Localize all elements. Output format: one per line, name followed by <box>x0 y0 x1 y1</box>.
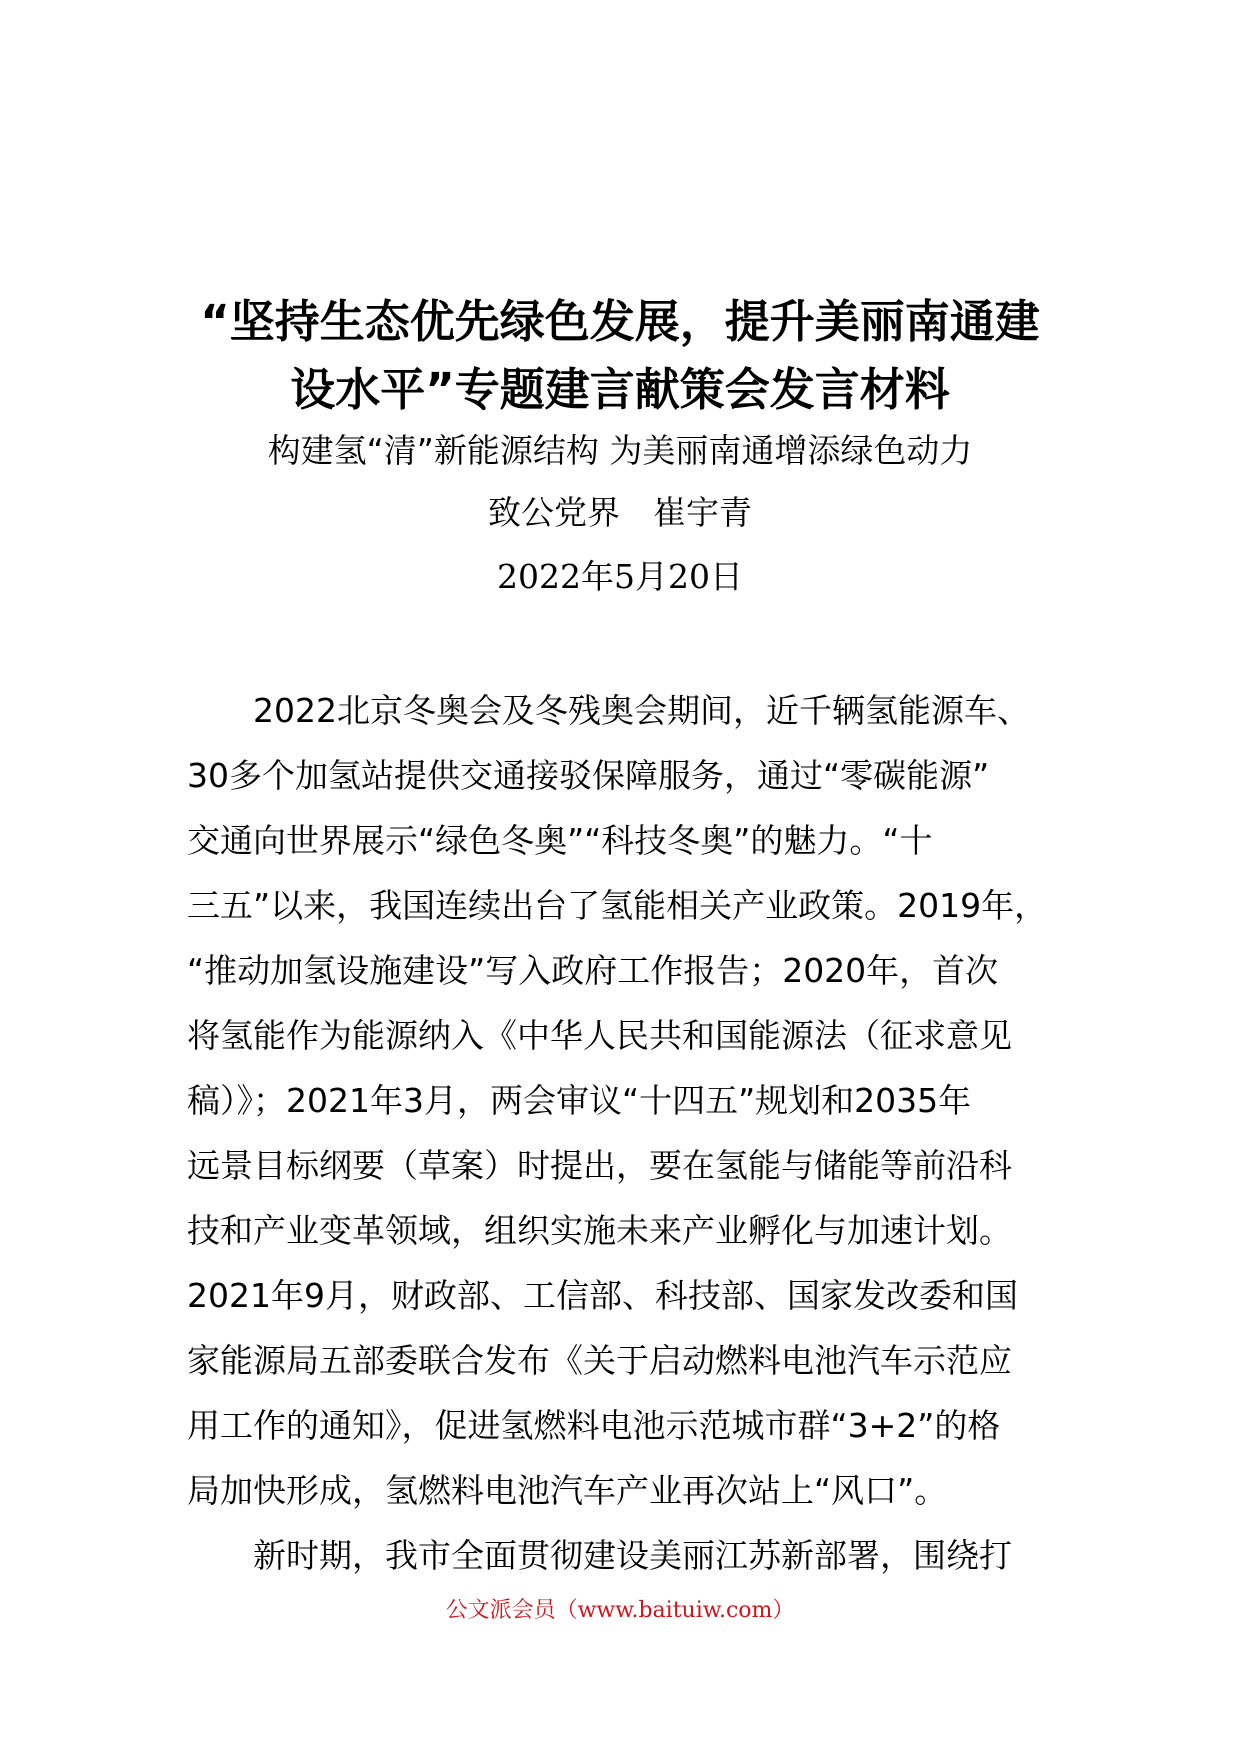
title-line-2: 设水平”专题建言献策会发言材料 <box>290 363 950 416</box>
body-line: 交通向世界展示“绿色冬奥”“科技冬奥”的魅力。“十 <box>187 821 933 860</box>
body-line: 稿）》；2021年3月，两会审议“十四五”规划和2035年 <box>187 1081 972 1120</box>
body-line: 30多个加氢站提供交通接驳保障服务，通过“零碳能源” <box>187 756 990 795</box>
footer-watermark: 公文派会员（www.baituiw.com） <box>445 1598 795 1623</box>
body-line: 用工作的通知》，促进氢燃料电池示范城市群“3+2”的格 <box>187 1406 1001 1445</box>
body-line: 新时期，我市全面贯彻建设美丽江苏新部署，围绕打 <box>253 1536 1012 1575</box>
title-line-1: “坚持生态优先绿色发展，提升美丽南通建 <box>200 295 1040 348</box>
body-line: 技和产业变革领域，组织实施未来产业孵化与加速计划。 <box>187 1211 1012 1250</box>
document-subtitle: 构建氢“清”新能源结构 为美丽南通增添绿色动力 <box>267 431 973 470</box>
document-body <box>187 678 1087 1588</box>
document-author: 致公党界 崔宇青 <box>488 493 752 532</box>
body-line: 家能源局五部委联合发布《关于启动燃料电池汽车示范应 <box>187 1341 1012 1380</box>
document-title <box>150 288 1090 424</box>
document-date: 2022年5月20日 <box>497 557 743 596</box>
body-line: 2022北京冬奥会及冬残奥会期间，近千辆氢能源车、 <box>253 691 1030 730</box>
body-line: 2021年9月，财政部、工信部、科技部、国家发改委和国 <box>187 1276 1018 1315</box>
body-line: “推动加氢设施建设”写入政府工作报告；2020年，首次 <box>187 951 999 990</box>
body-line: 三五”以来，我国连续出台了氢能相关产业政策。2019年， <box>187 886 1048 925</box>
body-line: 将氢能作为能源纳入《中华人民共和国能源法（征求意见 <box>187 1016 1012 1055</box>
body-line: 远景目标纲要（草案）时提出，要在氢能与储能等前沿科 <box>187 1146 1012 1185</box>
body-line: 局加快形成，氢燃料电池汽车产业再次站上“风口”。 <box>187 1471 948 1510</box>
